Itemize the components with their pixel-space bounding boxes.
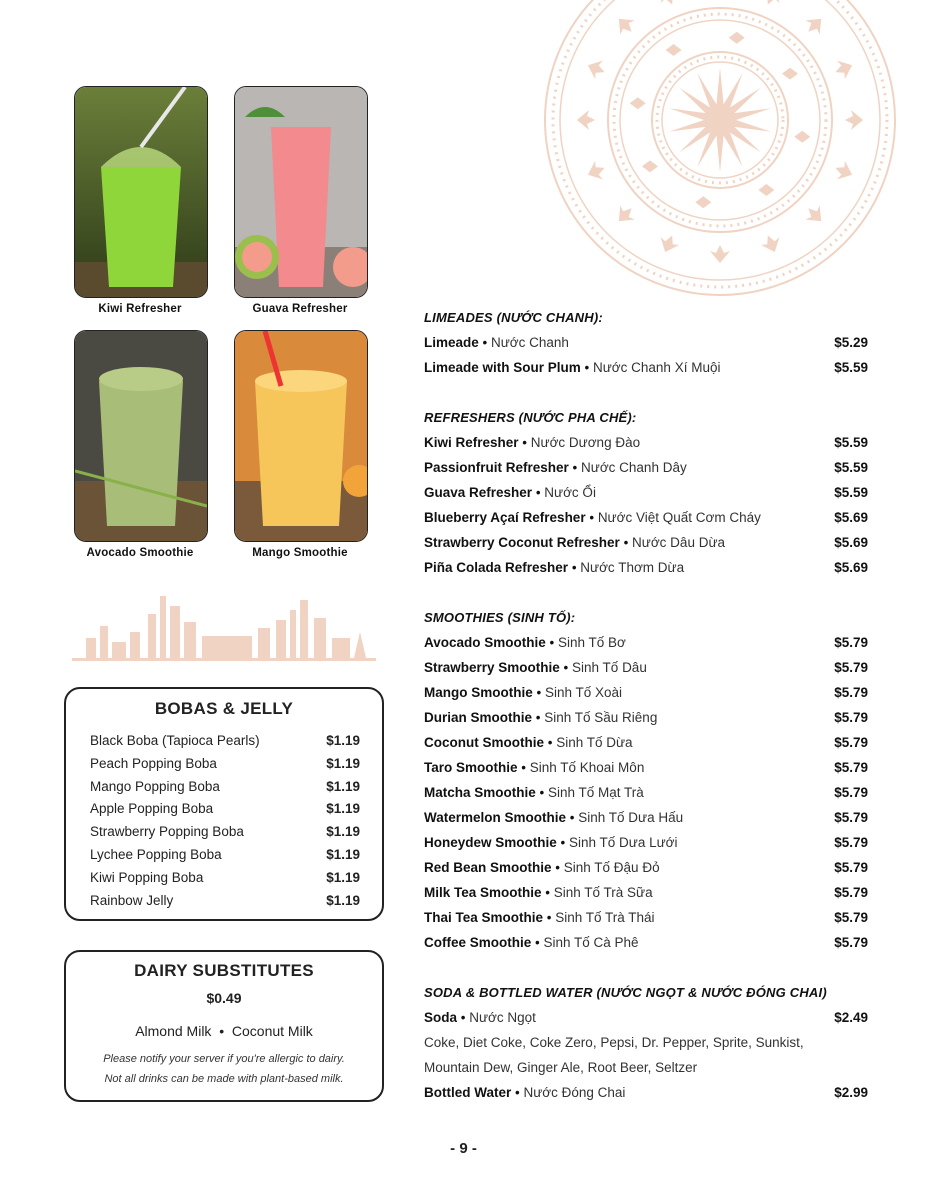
menu-item: Piña Colada Refresher • Nước Thơm Dừa $5.69 — [424, 560, 868, 575]
item-name: Guava Refresher — [424, 485, 533, 500]
item-vn: Sinh Tố Cà Phê — [543, 935, 639, 950]
mango-smoothie-photo — [234, 330, 368, 542]
boba-price: $1.19 — [326, 892, 360, 908]
mango-smoothie-caption: Mango Smoothie — [252, 547, 348, 559]
menu-item: Avocado Smoothie • Sinh Tố Bơ $5.79 — [424, 635, 868, 650]
bobas-jelly-box — [64, 687, 384, 921]
item-vn: Sinh Tố Xoài — [544, 685, 623, 700]
item-name: Limeade — [424, 335, 479, 350]
menu-item: Coffee Smoothie • Sinh Tố Cà Phê $5.79 — [424, 935, 868, 950]
item-price: $5.79 — [834, 935, 868, 950]
menu-item: Blueberry Açaí Refresher • Nước Việt Quất Cơm Cháy $5.69 — [424, 510, 868, 525]
item-name: Strawberry Smoothie — [424, 660, 560, 675]
menu-item: Strawberry Smoothie • Sinh Tố Dâu $5.79 — [424, 660, 868, 675]
boba-price: $1.19 — [326, 801, 360, 817]
boba-row — [90, 824, 360, 846]
item-price: $5.69 — [834, 560, 868, 575]
item-vn: Nước Thơm Dừa — [580, 560, 685, 575]
menu-item: Durian Smoothie • Sinh Tố Sầu Riêng $5.79 — [424, 710, 868, 725]
boba-name: Mango Popping Boba — [90, 778, 220, 794]
item-price: $5.59 — [834, 435, 868, 450]
item-price: $5.79 — [834, 810, 868, 825]
item-name: Bottled Water — [424, 1085, 512, 1100]
item-vn: Sinh Tố Dưa Hấu — [578, 810, 684, 825]
item-name: Durian Smoothie — [424, 710, 533, 725]
item-name: Piña Colada Refresher — [424, 560, 569, 575]
item-vn: Nước Chanh Xí Muội — [593, 360, 721, 375]
item-price: $5.59 — [834, 485, 868, 500]
item-vn: Nước Ngọt — [469, 1010, 536, 1025]
item-price: $5.79 — [834, 860, 868, 875]
item-price: $2.49 — [834, 1010, 868, 1025]
city-skyline-decoration — [72, 592, 376, 662]
item-vn: Sinh Tố Mạt Trà — [548, 785, 644, 800]
boba-row — [90, 733, 360, 755]
item-name: Matcha Smoothie — [424, 785, 536, 800]
menu-item-bottled-water: Bottled Water • Nước Đóng Chai $2.99 — [424, 1085, 868, 1100]
item-vn: Nước Dương Đào — [530, 435, 641, 450]
item-name: Strawberry Coconut Refresher — [424, 535, 620, 550]
item-name: Soda — [424, 1010, 458, 1025]
boba-name: Black Boba (Tapioca Pearls) — [90, 733, 260, 748]
item-name: Avocado Smoothie — [424, 635, 546, 650]
boba-name: Kiwi Popping Boba — [90, 869, 204, 885]
soda-flavors-line-2: Mountain Dew, Ginger Ale, Root Beer, Seltzer — [424, 1060, 698, 1075]
soda-section-title: SODA & BOTTLED WATER (NƯỚC NGỌT & NƯỚC ĐÓNG CHAI) — [424, 985, 827, 1000]
item-price: $5.29 — [834, 335, 868, 350]
item-vn: Sinh Tố Dâu — [572, 660, 647, 675]
kiwi-refresher-caption: Kiwi Refresher — [98, 303, 182, 315]
menu-item: Matcha Smoothie • Sinh Tố Mạt Trà $5.79 — [424, 785, 868, 800]
boba-row — [90, 756, 360, 778]
dairy-substitutes-title: DAIRY SUBSTITUTES — [134, 961, 314, 980]
boba-row — [90, 779, 360, 801]
item-name: Coffee Smoothie — [424, 935, 532, 950]
item-vn: Sinh Tố Dưa Lưới — [569, 835, 678, 850]
menu-item: Red Bean Smoothie • Sinh Tố Đậu Đỏ $5.79 — [424, 860, 868, 875]
boba-name: Peach Popping Boba — [90, 755, 217, 771]
dairy-price: $0.49 — [206, 990, 242, 1006]
item-vn: Sinh Tố Khoai Môn — [529, 760, 645, 775]
item-vn: Nước Chanh — [491, 335, 569, 350]
boba-name: Rainbow Jelly — [90, 892, 174, 908]
item-price: $5.79 — [834, 885, 868, 900]
menu-item: Watermelon Smoothie • Sinh Tố Dưa Hấu $5.79 — [424, 810, 868, 825]
item-price: $5.79 — [834, 660, 868, 675]
item-vn: Nước Ổi — [544, 485, 596, 500]
item-name: Thai Tea Smoothie — [424, 910, 544, 925]
limeades-section-title: LIMEADES (NƯỚC CHANH): — [424, 310, 603, 325]
bronze-drum-decoration — [490, 0, 927, 330]
page-number: - 9 - — [450, 1140, 477, 1157]
boba-name: Apple Popping Boba — [90, 801, 214, 817]
item-price: $5.69 — [834, 535, 868, 550]
item-name: Milk Tea Smoothie — [424, 885, 542, 900]
menu-item: Milk Tea Smoothie • Sinh Tố Trà Sữa $5.79 — [424, 885, 868, 900]
menu-item: Mango Smoothie • Sinh Tố Xoài $5.79 — [424, 685, 868, 700]
item-name: Watermelon Smoothie — [424, 810, 567, 825]
item-name: Passionfruit Refresher — [424, 460, 569, 475]
boba-name: Strawberry Popping Boba — [90, 824, 244, 840]
item-name: Red Bean Smoothie — [424, 860, 552, 875]
boba-row — [90, 801, 360, 823]
dairy-options: Almond Milk • Coconut Milk — [135, 1023, 313, 1039]
menu-item: Honeydew Smoothie • Sinh Tố Dưa Lưới $5.79 — [424, 835, 868, 850]
smoothies-section-title: SMOOTHIES (SINH TỐ): — [424, 610, 576, 625]
item-price: $5.69 — [834, 510, 868, 525]
bobas-jelly-title: BOBAS & JELLY — [154, 699, 294, 718]
item-vn: Nước Đóng Chai — [523, 1085, 626, 1100]
item-vn: Nước Dâu Dừa — [632, 535, 725, 550]
item-vn: Sinh Tố Trà Sữa — [553, 885, 653, 900]
avocado-smoothie-photo — [74, 330, 208, 542]
kiwi-refresher-photo — [74, 86, 208, 298]
item-price: $5.79 — [834, 785, 868, 800]
item-price: $5.79 — [834, 910, 868, 925]
item-vn: Sinh Tố Sầu Riêng — [544, 710, 658, 725]
item-price: $5.79 — [834, 685, 868, 700]
menu-item: Limeade • Nước Chanh $5.29 — [424, 335, 868, 350]
menu-item: Taro Smoothie • Sinh Tố Khoai Môn $5.79 — [424, 760, 868, 775]
soda-flavors-line-1: Coke, Diet Coke, Coke Zero, Pepsi, Dr. Pepper, Sprite, Sunkist, — [424, 1035, 804, 1050]
item-name: Blueberry Açaí Refresher — [424, 510, 586, 525]
boba-price: $1.19 — [326, 824, 360, 840]
refreshers-section-title: REFRESHERS (NƯỚC PHA CHẾ): — [424, 410, 637, 425]
item-price: $5.79 — [834, 835, 868, 850]
boba-price: $1.19 — [326, 755, 360, 771]
boba-row — [90, 870, 360, 892]
item-vn: Nước Chanh Dây — [581, 460, 687, 475]
item-vn: Sinh Tố Đậu Đỏ — [563, 860, 660, 875]
menu-item-soda: Soda • Nước Ngọt $2.49 — [424, 1010, 868, 1025]
item-vn: Sinh Tố Trà Thái — [555, 910, 655, 925]
menu-item: Guava Refresher • Nước Ổi $5.59 — [424, 485, 868, 500]
item-price: $5.79 — [834, 710, 868, 725]
item-name: Honeydew Smoothie — [424, 835, 557, 850]
item-name: Kiwi Refresher — [424, 435, 519, 450]
boba-price: $1.19 — [326, 733, 360, 748]
guava-refresher-photo — [234, 86, 368, 298]
boba-row — [90, 893, 360, 915]
item-price: $5.59 — [834, 360, 868, 375]
dairy-note-1: Please notify your server if you're allergic to dairy. — [103, 1053, 345, 1065]
item-price: $5.79 — [834, 735, 868, 750]
boba-row — [90, 847, 360, 869]
item-name: Mango Smoothie — [424, 685, 533, 700]
item-vn: Sinh Tố Bơ — [558, 635, 626, 650]
item-price: $5.79 — [834, 760, 868, 775]
guava-refresher-caption: Guava Refresher — [252, 303, 348, 315]
avocado-smoothie-caption: Avocado Smoothie — [86, 547, 194, 559]
item-name: Taro Smoothie — [424, 760, 518, 775]
dairy-note-2: Not all drinks can be made with plant-based milk. — [104, 1073, 344, 1085]
item-name: Coconut Smoothie — [424, 735, 544, 750]
menu-item: Kiwi Refresher • Nước Dương Đào $5.59 — [424, 435, 868, 450]
item-price: $5.59 — [834, 460, 868, 475]
boba-price: $1.19 — [326, 847, 360, 862]
item-vn: Sinh Tố Dừa — [556, 735, 633, 750]
menu-item: Strawberry Coconut Refresher • Nước Dâu Dừa $5.69 — [424, 535, 868, 550]
dairy-substitutes-box — [64, 950, 384, 1102]
menu-item: Limeade with Sour Plum • Nước Chanh Xí Muội $5.59 — [424, 360, 868, 375]
item-price: $5.79 — [834, 635, 868, 650]
boba-price: $1.19 — [326, 778, 360, 794]
menu-item: Passionfruit Refresher • Nước Chanh Dây $5.59 — [424, 460, 868, 475]
menu-item: Coconut Smoothie • Sinh Tố Dừa $5.79 — [424, 735, 868, 750]
menu-item: Thai Tea Smoothie • Sinh Tố Trà Thái $5.79 — [424, 910, 868, 925]
boba-name: Lychee Popping Boba — [90, 847, 222, 862]
boba-price: $1.19 — [326, 869, 360, 885]
item-name: Limeade with Sour Plum — [424, 360, 581, 375]
item-vn: Nước Việt Quất Cơm Cháy — [597, 510, 761, 525]
item-price: $2.99 — [834, 1085, 868, 1100]
